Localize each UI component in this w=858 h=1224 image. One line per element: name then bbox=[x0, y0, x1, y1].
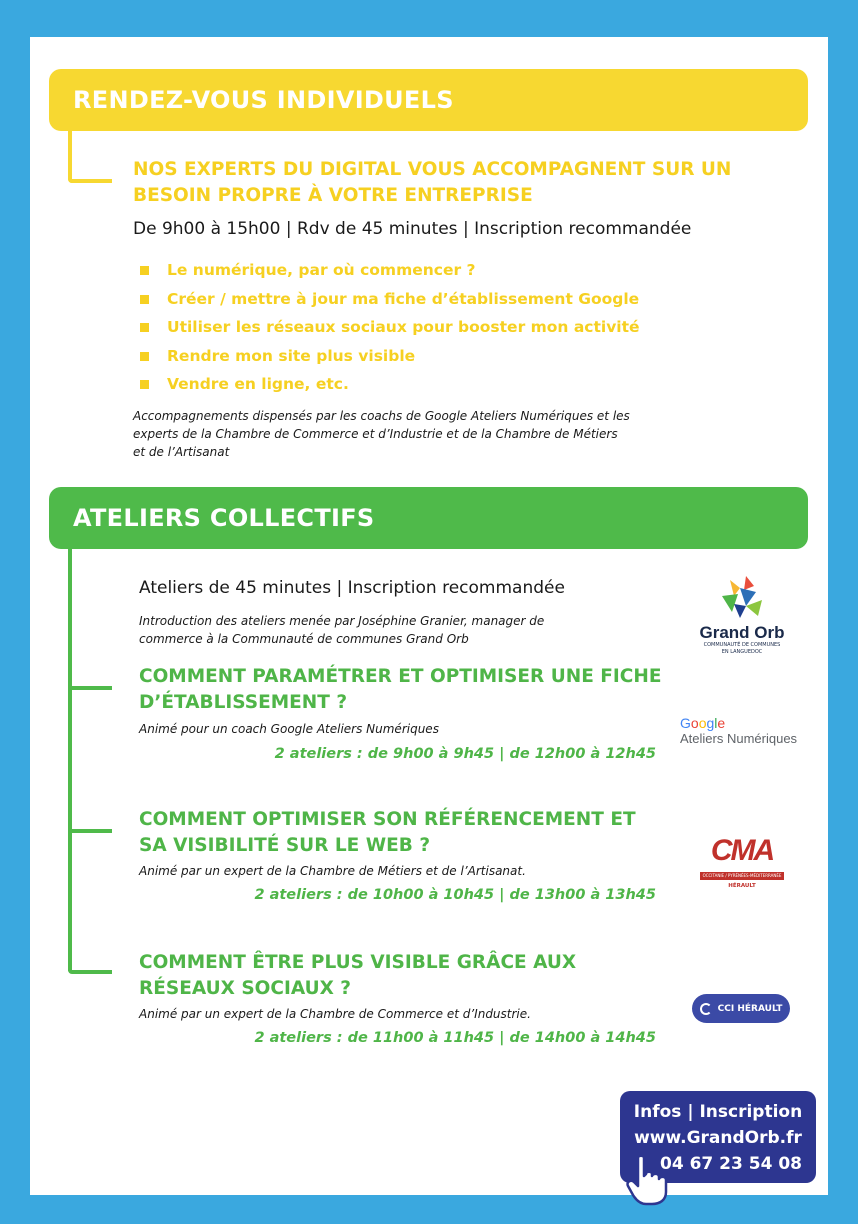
bullet-square-icon bbox=[140, 352, 149, 361]
workshop-host: Animé pour un coach Google Ateliers Numériques bbox=[139, 722, 439, 736]
list-item: Rendre mon site plus visible bbox=[140, 342, 640, 371]
workshop-host: Animé par un expert de la Chambre de Commerce et d’Industrie. bbox=[139, 1007, 531, 1021]
individual-info: De 9h00 à 15h00 | Rdv de 45 minutes | Inscription recommandée bbox=[133, 219, 692, 239]
pointing-hand-icon bbox=[624, 1154, 678, 1206]
list-item: Utiliser les réseaux sociaux pour booster mon activité bbox=[140, 313, 640, 342]
bullet-square-icon bbox=[140, 295, 149, 304]
list-item: Vendre en ligne, etc. bbox=[140, 370, 640, 399]
bullet-square-icon bbox=[140, 380, 149, 389]
workshop-sessions: 2 ateliers : de 11h00 à 11h45 | de 14h00 à 14h45 bbox=[254, 1030, 656, 1046]
cma-herault-logo: CMA OCCITANIE / PYRÉNÉES-MÉDITERRANÉE HÉRAULT bbox=[700, 832, 784, 890]
collective-intro: Introduction des ateliers menée par Joséphine Granier, manager de commerce à la Communauté de communes Grand Orb bbox=[139, 614, 545, 646]
banner-title: RENDEZ-VOUS INDIVIDUELS bbox=[73, 86, 454, 114]
cci-symbol-icon bbox=[700, 1003, 712, 1015]
google-wordmark: Google bbox=[680, 715, 726, 731]
individual-heading: NOS EXPERTS DU DIGITAL VOUS ACCOMPAGNENT SUR UN BESOIN PROPRE À VOTRE ENTREPRISE bbox=[133, 159, 732, 206]
grand-orb-logo: Grand Orb COMMUNAUTÉ DE COMMUNES EN LANGUEDOC bbox=[696, 574, 788, 674]
timeline-branch bbox=[68, 970, 112, 974]
workshop-title: COMMENT ÊTRE PLUS VISIBLE GRÂCE AUX RÉSEAUX SOCIAUX ? bbox=[139, 952, 577, 999]
collective-info: Ateliers de 45 minutes | Inscription recommandée bbox=[139, 578, 565, 598]
google-ateliers-logo: Google Ateliers Numériques bbox=[680, 716, 804, 747]
contact-infos-label: Infos | Inscription bbox=[633, 1102, 803, 1122]
bullet-square-icon bbox=[140, 266, 149, 275]
section-banner-individual bbox=[49, 69, 808, 131]
individual-note: Accompagnements dispensés par les coachs de Google Ateliers Numériques et les experts de la Chambre de Commerce et d’Industrie et de la Chambre de Métiers et de l’Artisanat bbox=[133, 409, 630, 459]
banner-title: ATELIERS COLLECTIFS bbox=[73, 504, 375, 532]
workshop-sessions: 2 ateliers : de 10h00 à 10h45 | de 13h00 à 13h45 bbox=[254, 887, 656, 903]
workshop-sessions: 2 ateliers : de 9h00 à 9h45 | de 12h00 à 12h45 bbox=[274, 746, 656, 762]
topics-list bbox=[140, 256, 640, 399]
cci-herault-logo: CCI HÉRAULT bbox=[692, 994, 790, 1023]
website-link[interactable]: www.GrandOrb.fr bbox=[634, 1128, 802, 1148]
list-item: Le numérique, par où commencer ? bbox=[140, 256, 640, 285]
timeline-line bbox=[68, 546, 72, 971]
workshop-title: COMMENT PARAMÉTRER ET OPTIMISER UNE FICHE D’ÉTABLISSEMENT ? bbox=[139, 666, 662, 713]
section-banner-collective bbox=[49, 487, 808, 549]
bullet-square-icon bbox=[140, 323, 149, 332]
connector-branch bbox=[68, 179, 112, 183]
timeline-branch bbox=[68, 686, 112, 690]
workshop-host: Animé par un expert de la Chambre de Métiers et de l’Artisanat. bbox=[139, 864, 526, 878]
connector-corner bbox=[68, 128, 72, 183]
phone-number[interactable]: 04 67 23 54 08 bbox=[660, 1154, 802, 1174]
timeline-branch bbox=[68, 829, 112, 833]
workshop-title: COMMENT OPTIMISER SON RÉFÉRENCEMENT ET SA VISIBILITÉ SUR LE WEB ? bbox=[139, 809, 636, 856]
list-item: Créer / mettre à jour ma fiche d’établissement Google bbox=[140, 285, 640, 314]
grand-orb-emblem-icon bbox=[716, 574, 768, 620]
